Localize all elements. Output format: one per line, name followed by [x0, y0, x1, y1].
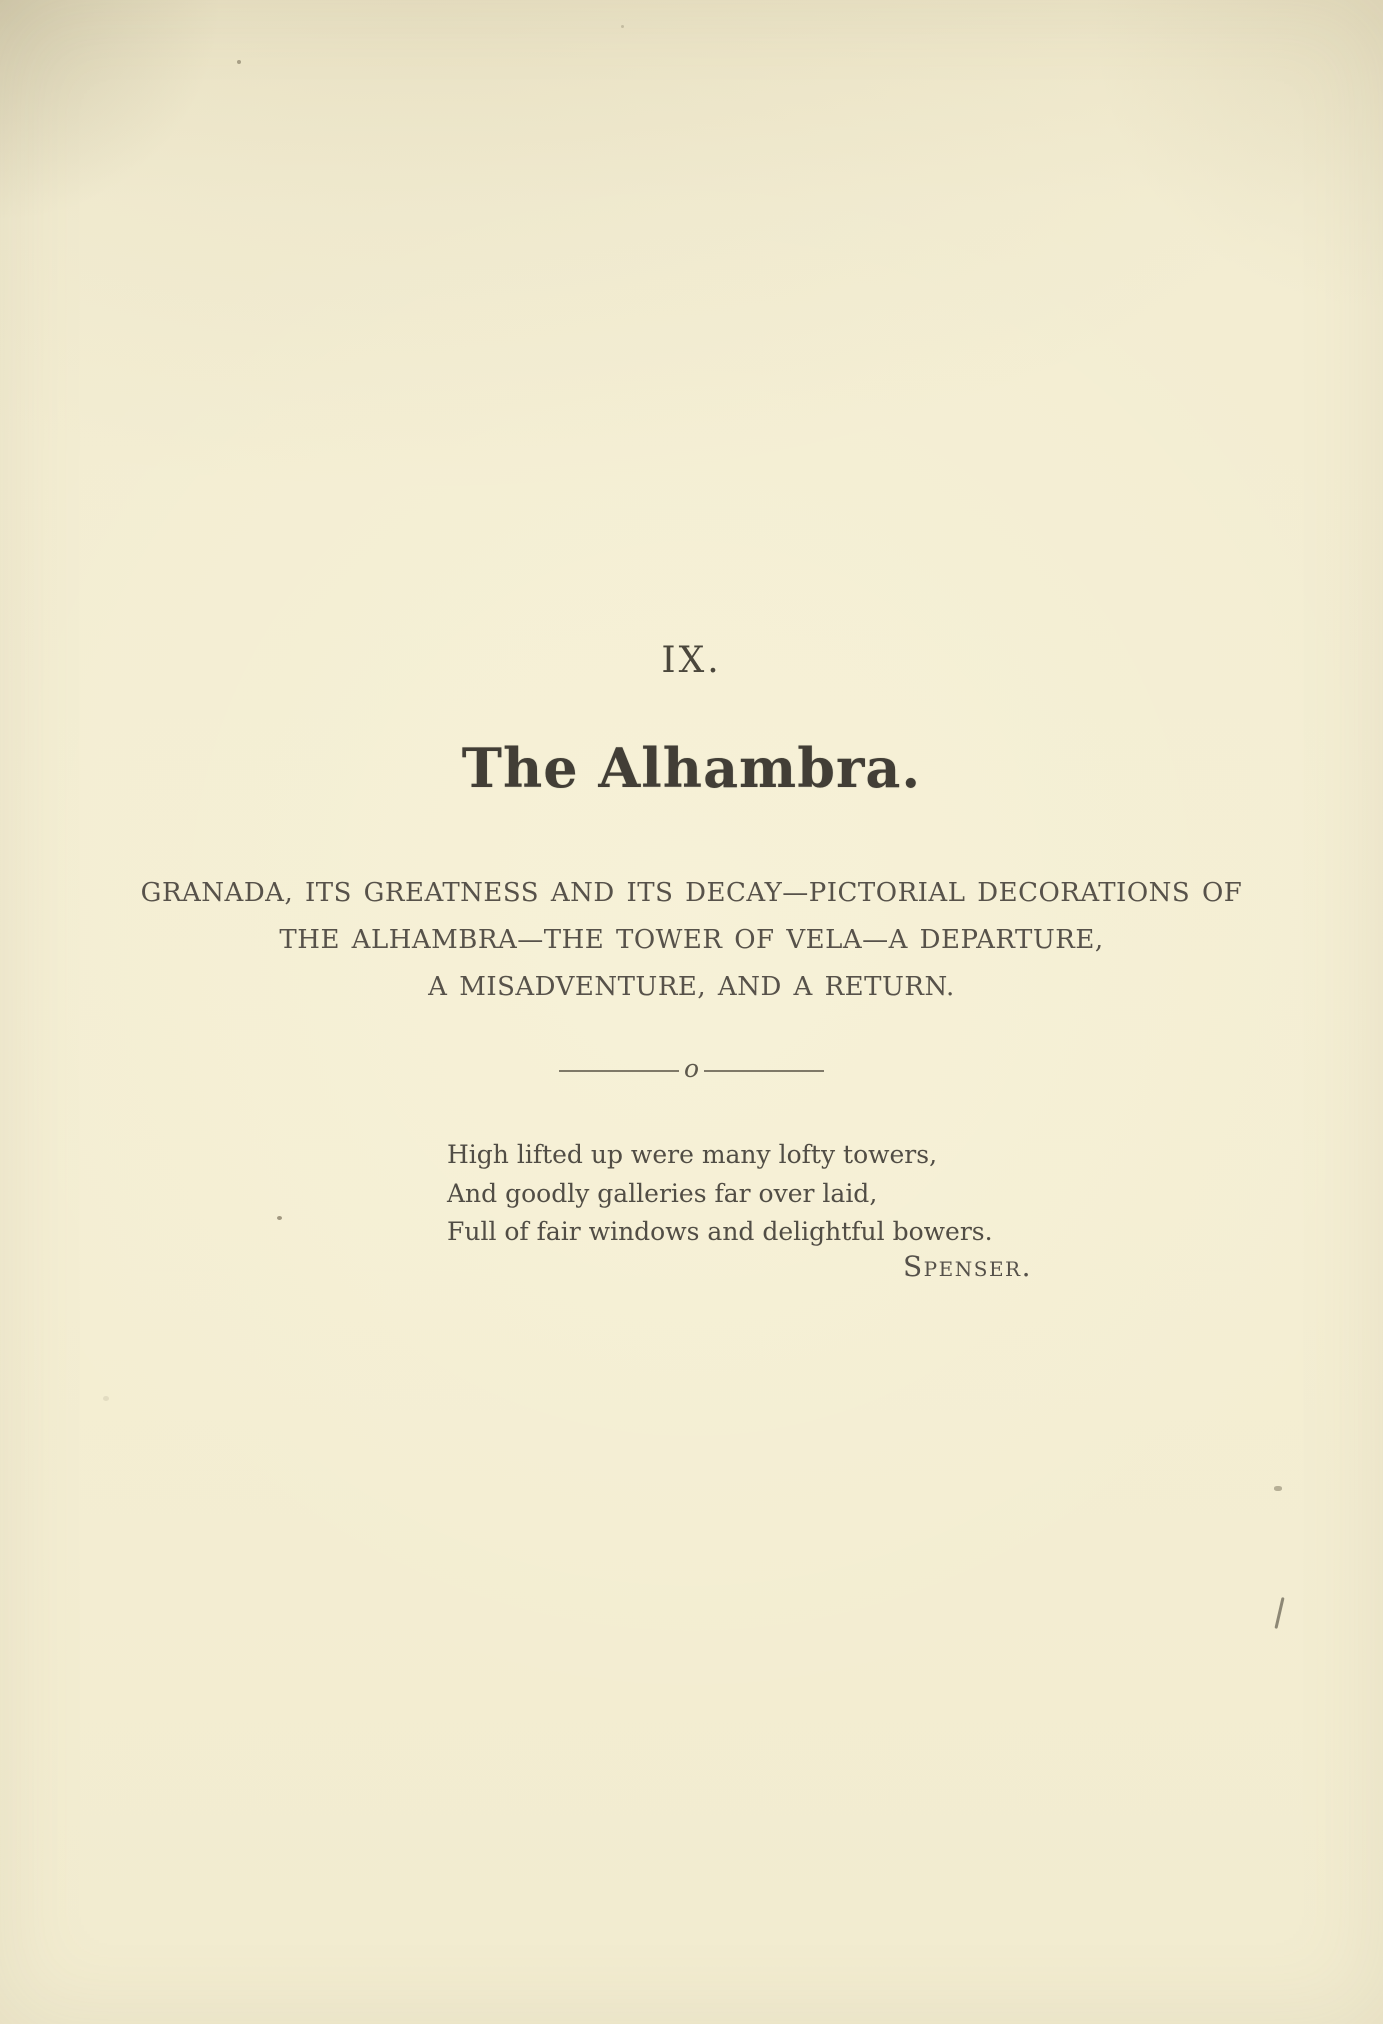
chapter-summary: [0, 870, 1383, 1011]
paper-blemish: [103, 1396, 109, 1401]
ink-speck: [1274, 1486, 1282, 1491]
poem-line: High lifted up were many lofty towers,: [447, 1140, 938, 1169]
ink-speck: [621, 25, 624, 28]
ink-slash-mark: [1274, 1597, 1284, 1629]
poem-attribution: Spenser.: [903, 1250, 1032, 1283]
summary-line: GRANADA, ITS GREATNESS AND ITS DECAY—PICTORIAL DECORATIONS OF: [140, 878, 1243, 908]
ink-speck: [277, 1216, 282, 1220]
ink-speck: [237, 60, 241, 64]
chapter-title: The Alhambra.: [461, 736, 922, 800]
chapter-number: IX.: [661, 640, 722, 681]
summary-line: THE ALHAMBRA—THE TOWER OF VELA—A DEPARTURE,: [279, 925, 1104, 955]
section-divider: [0, 1053, 1383, 1086]
divider-ornament: o: [683, 1053, 700, 1083]
divider-rule-right: [704, 1070, 824, 1072]
epigraph-poem: [447, 1136, 993, 1252]
poem-line: Full of fair windows and delightful bowers.: [447, 1217, 993, 1246]
poem-line: And goodly galleries far over laid,: [447, 1178, 878, 1208]
summary-line: A MISADVENTURE, AND A RETURN.: [428, 972, 955, 1002]
divider-rule-left: [559, 1070, 679, 1072]
